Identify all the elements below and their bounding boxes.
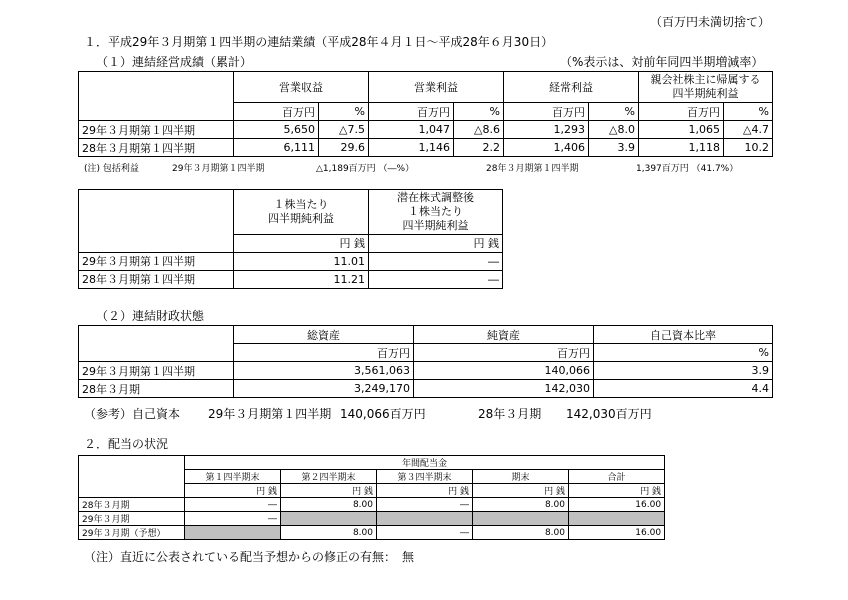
table-row — [79, 362, 773, 380]
cell: 1,118 — [639, 139, 724, 157]
cell-shaded — [185, 526, 281, 540]
header-row — [79, 72, 773, 103]
cell: ― — [377, 526, 473, 540]
section2-title: ２．配当の状況 — [84, 437, 169, 451]
col-header-q3: 第３四半期末 — [377, 470, 473, 484]
unit-note: （百万円未満切捨て） — [650, 15, 771, 29]
cell: △4.7 — [724, 121, 773, 139]
cell: ― — [185, 512, 281, 526]
col-header-eps: １株当たり 四半期純利益 — [234, 190, 369, 235]
row-label: 28年３月期 — [79, 498, 185, 512]
col-header-op-profit: 営業利益 — [369, 72, 504, 103]
unit-cell: 円 銭 — [569, 484, 665, 498]
cell: 4.4 — [594, 380, 773, 398]
comp-income-note: (注) 包括利益 — [84, 164, 139, 174]
col-header-net-assets: 純資産 — [414, 326, 594, 344]
cell: 3.9 — [594, 362, 773, 380]
col-header-equity-ratio: 自己資本比率 — [594, 326, 773, 344]
cell: 1,406 — [504, 139, 589, 157]
cell: 3.9 — [589, 139, 639, 157]
cell: 3,249,170 — [234, 380, 414, 398]
cell: 142,030 — [414, 380, 594, 398]
row-label: 28年３月期 — [79, 380, 234, 398]
cell-shaded — [281, 512, 377, 526]
table-row — [79, 498, 665, 512]
cell: 11.01 — [234, 252, 369, 270]
unit-cell: 円 銭 — [281, 484, 377, 498]
cell: ― — [369, 252, 503, 270]
cell-shaded — [377, 512, 473, 526]
unit-cell: 百万円 — [369, 103, 454, 121]
cell: 16.00 — [569, 498, 665, 512]
financial-position-table — [78, 325, 773, 398]
comp-income-cur: 29年３月期第１四半期 — [172, 164, 265, 174]
table-row — [79, 380, 773, 398]
cell: 11.21 — [234, 270, 369, 288]
row-label: 29年３月期第１四半期 — [79, 121, 234, 139]
cell: 1,293 — [504, 121, 589, 139]
cell: 29.6 — [319, 139, 369, 157]
comp-income-prev-val: 1,397百万円 （41.7%） — [636, 164, 739, 174]
cell: ― — [185, 498, 281, 512]
cell: 8.00 — [281, 498, 377, 512]
col-header-q2: 第２四半期末 — [281, 470, 377, 484]
cell: 3,561,063 — [234, 362, 414, 380]
header-row — [79, 326, 773, 344]
pct-note: （%表示は、対前年同四半期増減率） — [560, 55, 764, 69]
unit-cell: 百万円 — [234, 103, 319, 121]
unit-cell: 円 銭 — [473, 484, 569, 498]
col-header-net-income: 親会社株主に帰属する 四半期純利益 — [639, 72, 773, 103]
cell: 8.00 — [473, 498, 569, 512]
col-header-year-end: 期末 — [473, 470, 569, 484]
cell: 2.2 — [454, 139, 504, 157]
row-label: 29年３月期第１四半期 — [79, 252, 234, 270]
unit-cell: % — [454, 103, 504, 121]
header-row — [79, 456, 665, 470]
comp-income-prev: 28年３月期第１四半期 — [486, 164, 579, 174]
operating-results-table — [78, 71, 773, 157]
table-row — [79, 270, 503, 288]
col-header-total: 合計 — [569, 470, 665, 484]
ref-cur: 29年３月期第１四半期 — [208, 407, 332, 421]
cell: 1,047 — [369, 121, 454, 139]
cell: 1,065 — [639, 121, 724, 139]
header-row — [79, 190, 503, 235]
col-header-q1: 第１四半期末 — [185, 470, 281, 484]
unit-cell: % — [724, 103, 773, 121]
sub2-title: （２）連結財政状態 — [96, 309, 205, 323]
annual-dividend-header: 年間配当金 — [185, 456, 665, 470]
cell-shaded — [569, 512, 665, 526]
unit-cell: % — [594, 344, 773, 362]
eps-table — [78, 189, 503, 289]
cell: △8.0 — [589, 121, 639, 139]
col-header-ordinary-profit: 経常利益 — [504, 72, 639, 103]
cell: 1,146 — [369, 139, 454, 157]
unit-cell: % — [319, 103, 369, 121]
table-row — [79, 512, 665, 526]
unit-row — [79, 234, 503, 252]
col-header-total-assets: 総資産 — [234, 326, 414, 344]
row-label: 28年３月期第１四半期 — [79, 270, 234, 288]
cell: 16.00 — [569, 526, 665, 540]
unit-row — [79, 344, 773, 362]
unit-cell: 円 銭 — [377, 484, 473, 498]
row-label: 29年３月期（予想） — [79, 526, 185, 540]
row-label: 29年３月期 — [79, 512, 185, 526]
cell: 5,650 — [234, 121, 319, 139]
unit-cell: 百万円 — [234, 344, 414, 362]
ref-cur-val: 140,066百万円 — [340, 407, 426, 421]
unit-row — [79, 103, 773, 121]
dividends-table — [78, 455, 665, 540]
ref-prev-val: 142,030百万円 — [566, 407, 652, 421]
cell: ― — [377, 498, 473, 512]
cell: 8.00 — [281, 526, 377, 540]
table-row — [79, 252, 503, 270]
cell: 10.2 — [724, 139, 773, 157]
cell: △8.6 — [454, 121, 504, 139]
ref-prev: 28年３月期 — [478, 407, 542, 421]
cell: ― — [369, 270, 503, 288]
unit-cell: 百万円 — [504, 103, 589, 121]
cell: 8.00 — [473, 526, 569, 540]
col-header-diluted-eps: 潜在株式調整後 １株当たり 四半期純利益 — [369, 190, 503, 235]
unit-cell: 円 銭 — [369, 234, 503, 252]
unit-row — [79, 484, 665, 498]
row-label: 29年３月期第１四半期 — [79, 362, 234, 380]
row-label: 28年３月期第１四半期 — [79, 139, 234, 157]
unit-cell: 百万円 — [639, 103, 724, 121]
unit-cell: 円 銭 — [185, 484, 281, 498]
unit-cell: % — [589, 103, 639, 121]
cell-shaded — [473, 512, 569, 526]
section1-title: １．平成29年３月期第１四半期の連結業績（平成28年４月１日～平成28年６月30日） — [84, 35, 554, 49]
cell: △7.5 — [319, 121, 369, 139]
dividend-note: （注）直近に公表されている配当予想からの修正の有無： 無 — [84, 550, 415, 564]
ref-label: （参考）自己資本 — [84, 407, 181, 421]
table-row — [79, 121, 773, 139]
table-row — [79, 139, 773, 157]
cell: 6,111 — [234, 139, 319, 157]
header-row — [79, 470, 665, 484]
cell: 140,066 — [414, 362, 594, 380]
unit-cell: 円 銭 — [234, 234, 369, 252]
sub1-title: （１）連結経営成績（累計） — [96, 55, 253, 69]
comp-income-cur-val: △1,189百万円 （―%） — [316, 164, 415, 174]
col-header-revenue: 営業収益 — [234, 72, 369, 103]
table-row — [79, 526, 665, 540]
unit-cell: 百万円 — [414, 344, 594, 362]
